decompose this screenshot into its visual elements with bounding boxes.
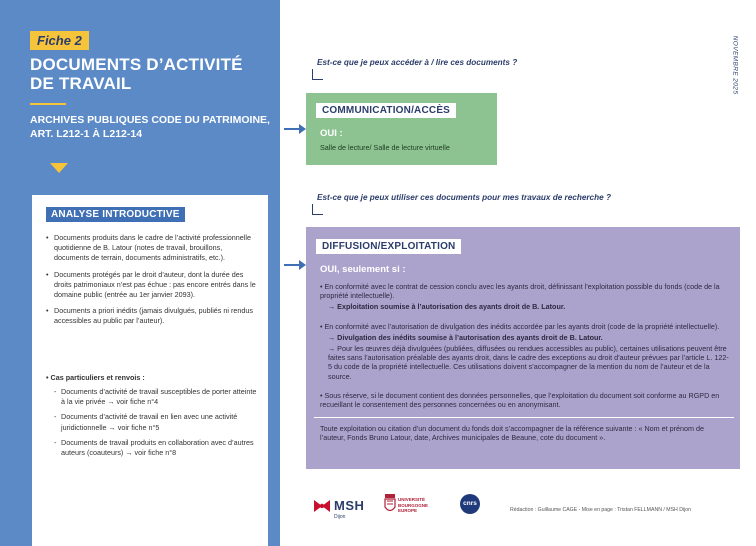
diffusion-oui: OUI, seulement si : — [320, 264, 406, 275]
question-use: Est-ce que je peux utiliser ces documents pour mes travaux de recherche ? — [317, 193, 611, 202]
cnrs-logo: cnrs — [460, 494, 480, 514]
list-item: - Documents de travail produits en collaboration avec d’autres auteurs (coauteurs) → voir fiche n°8 — [54, 438, 258, 458]
question-access: Est-ce que je peux accéder à / lire ces documents ? — [317, 58, 518, 67]
diffusion-paragraph: • En conformité avec le contrat de cession conclu avec les ayants droit, définissant l’exploitation possible du fonds (code de la propriété intellectuelle). — [320, 282, 720, 301]
divider — [314, 417, 734, 418]
list-item: - Documents d’activité de travail en lien avec une activité juridictionnelle → voir fiche n°5 — [54, 412, 258, 432]
diffusion-footer: Toute exploitation ou citation d’un document du fonds doit s’accompagner de la référence suivante : « Nom et prénom de l’auteur, Fonds Bruno Latour, date, Archives municipales de Beaune, cote du document ». — [320, 424, 704, 443]
date-label: NOVEMBRE 2025 — [731, 35, 739, 95]
date-vertical — [728, 25, 742, 105]
msh-logo-icon — [312, 496, 332, 516]
msh-logo-sub: Dijon — [334, 514, 346, 520]
arrow-line — [284, 264, 300, 266]
communication-heading: COMMUNICATION/ACCÈS — [316, 103, 456, 118]
diffusion-note: → Pour les œuvres déjà divulguées (publiées, diffusées ou rendues accessibles au public), certaines utilisations peuvent être faites sans l’autorisation préalable des ayants droit, dans le cadre des exceptions au droit d’auteur prévues par l’article L. 122-5 du code de la propriété intellectuelle. Ces utilisations doivent s’accompagner de la mention du nom de l’auteur et de la source. — [328, 344, 729, 381]
cases-list — [54, 387, 258, 463]
diffusion-heading: DIFFUSION/EXPLOITATION — [316, 239, 461, 254]
list-item: • Documents protégés par le droit d’auteur, dont la durée des droits patrimoniaux n’est pas échue : pas encore entrés dans le domaine public (entrée au 1er janvier 2093). — [46, 270, 258, 301]
diffusion-paragraph: • En conformité avec l’autorisation de divulgation des inédits accordée par les ayants droit (code de la propriété intellectuelle). — [320, 321, 720, 331]
question-bracket — [312, 69, 323, 80]
analyse-list — [46, 233, 258, 333]
communication-text: Salle de lecture/ Salle de lecture virtuelle — [320, 143, 450, 152]
credits: Rédaction : Guillaume CAGE - Mise en page : Tristan FELLMANN / MSH Dijon — [510, 507, 692, 513]
list-item: • Documents produits dans le cadre de l’activité professionnelle quotidienne de B. Latour (notes de travail, brouillons, documents de terrain, documents administratifs, etc.). — [46, 233, 258, 264]
communication-box — [306, 93, 497, 165]
list-item: - Documents d’activité de travail susceptibles de porter atteinte à la vie privée → voir fiche n°4 — [54, 387, 258, 407]
arrow-line — [284, 128, 300, 130]
diffusion-paragraph: • Sous réserve, si le document contient des données personnelles, que l’exploitation du document soit conforme au RGPD en recueillant le consentement des personnes concernées ou en anonymisant. — [320, 390, 720, 410]
question-bracket — [312, 204, 323, 215]
diffusion-body — [320, 282, 730, 445]
diffusion-note-text: → Divulgation des inédits soumise à l’autorisation des ayants droit de B. Latour. — [328, 332, 603, 342]
cases-heading-text: Cas particuliers et renvois : — [50, 373, 145, 382]
cases-heading: • Cas particuliers et renvois : — [46, 373, 145, 382]
list-item: • Documents a priori inédits (jamais divulgués, publiés ni rendus accessibles au public par l’auteur). — [46, 306, 258, 326]
logos — [312, 490, 477, 522]
title-divider — [30, 103, 66, 105]
arrow-right-icon — [299, 124, 306, 134]
university-crest-icon — [384, 493, 396, 515]
diffusion-note-text: → Exploitation soumise à l’autorisation des ayants droit de B. Latour. — [328, 302, 566, 312]
page-title: DOCUMENTS D’ACTIVITÉ DE TRAVAIL — [30, 55, 243, 93]
analyse-card — [32, 195, 268, 546]
diffusion-note — [320, 302, 730, 311]
communication-oui: OUI : — [320, 128, 343, 139]
diffusion-note — [320, 333, 730, 342]
left-panel — [0, 0, 280, 546]
analyse-heading: ANALYSE INTRODUCTIVE — [46, 207, 185, 222]
msh-logo-text: MSH — [334, 498, 365, 513]
diffusion-box — [306, 227, 740, 469]
university-logo-text: UNIVERSITÉ BOURGOGNE EUROPE — [398, 497, 429, 513]
down-triangle-icon — [50, 163, 68, 173]
arrow-right-icon — [299, 260, 306, 270]
page-subtitle: ARCHIVES PUBLIQUES CODE DU PATRIMOINE, ART. L212-1 À L212-14 — [30, 114, 270, 140]
fiche-badge: Fiche 2 — [30, 31, 89, 50]
